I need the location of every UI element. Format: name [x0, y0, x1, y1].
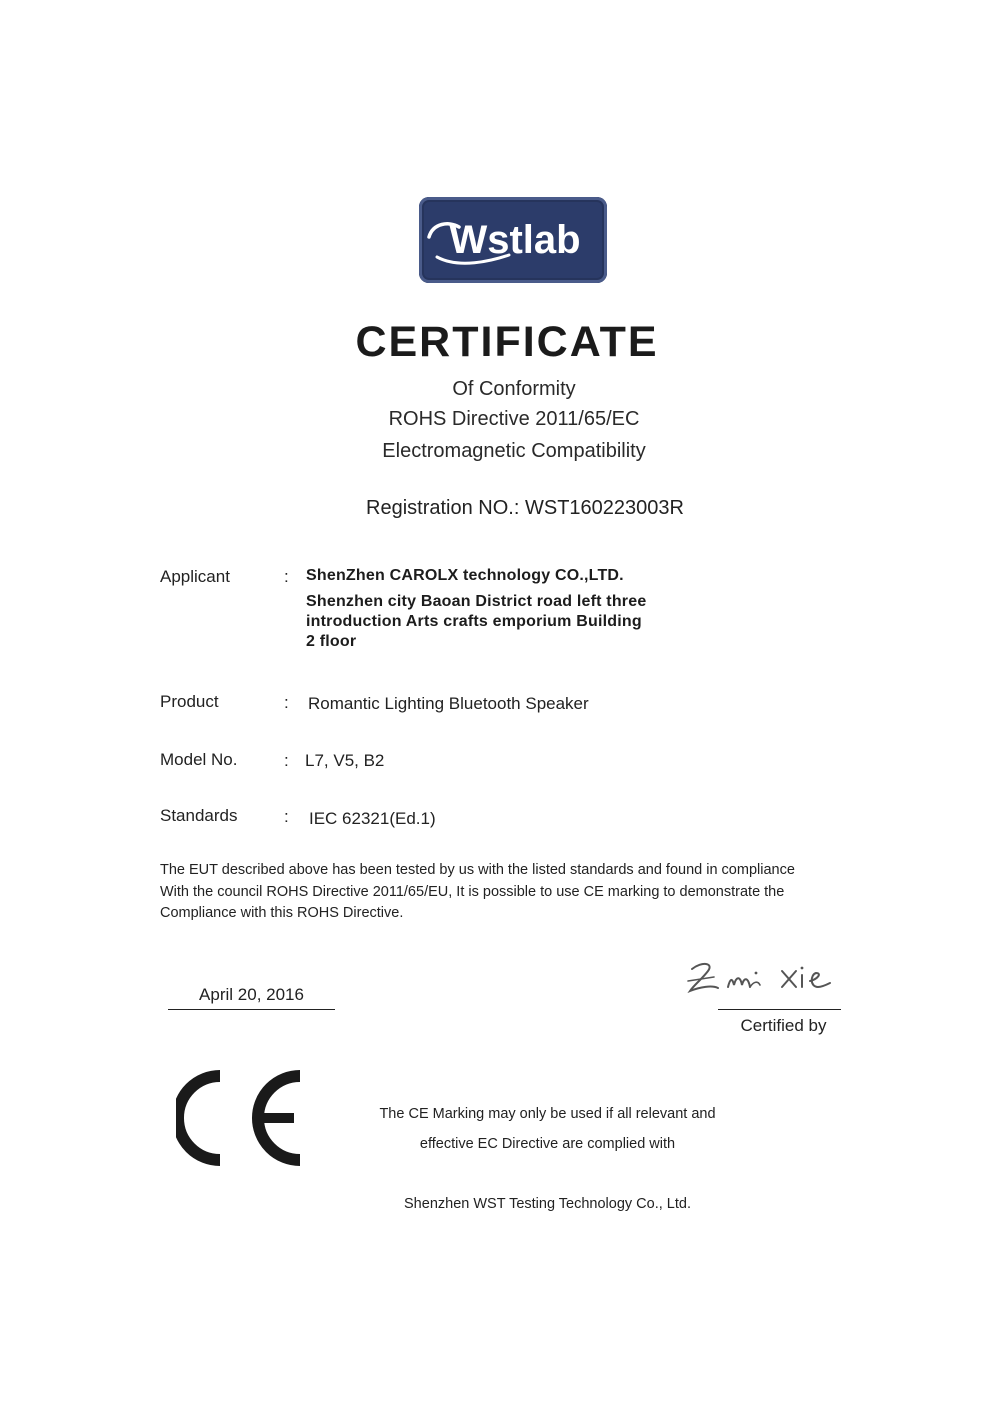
compliance-statement: [160, 860, 840, 925]
applicant-address-line-2: introduction Arts crafts emporium Building: [306, 613, 642, 630]
certificate-title: CERTIFICATE: [355, 318, 659, 366]
logo-text: Wstlab: [449, 218, 581, 262]
model-colon: :: [284, 751, 289, 770]
registration-number: Registration NO.: WST160223003R: [366, 497, 684, 519]
handwritten-signature: [684, 955, 844, 1010]
standards-value: IEC 62321(Ed.1): [309, 809, 436, 828]
statement-line-2: With the council ROHS Directive 2011/65/EU, It is possible to use CE marking to demonstrate the: [160, 883, 785, 900]
subtitle-of-conformity: Of Conformity: [452, 378, 576, 400]
ce-mark-logo: [176, 1070, 316, 1171]
model-value: L7, V5, B2: [305, 751, 385, 770]
product-value: Romantic Lighting Bluetooth Speaker: [308, 694, 589, 713]
applicant-address-line-1: Shenzhen city Baoan District road left three: [306, 593, 647, 610]
statement-line-3: Compliance with this ROHS Directive.: [160, 905, 404, 921]
standards-colon: :: [284, 807, 289, 826]
applicant-label: Applicant: [160, 567, 230, 586]
issuer-company: Shenzhen WST Testing Technology Co., Ltd.: [404, 1196, 691, 1212]
issue-date: April 20, 2016: [199, 985, 304, 1004]
applicant-colon: :: [284, 567, 289, 586]
ce-note-line-1: The CE Marking may only be used if all relevant and: [379, 1106, 716, 1122]
subtitle-emc: Electromagnetic Compatibility: [382, 440, 646, 462]
applicant-company: ShenZhen CAROLX technology CO.,LTD.: [306, 567, 624, 584]
wstlab-logo-graphic: [419, 197, 607, 283]
date-underline: [168, 1009, 335, 1010]
signature-underline: [718, 1009, 841, 1010]
statement-line-1: The EUT described above has been tested by us with the listed standards and found in compliance: [160, 862, 795, 878]
standards-label: Standards: [160, 806, 238, 825]
model-label: Model No.: [160, 750, 238, 769]
product-colon: :: [284, 693, 289, 712]
company-logo: [419, 197, 607, 283]
subtitle-rohs-directive: ROHS Directive 2011/65/EC: [388, 408, 640, 430]
ce-note-line-2: effective EC Directive are complied with: [419, 1136, 676, 1152]
certified-by-label: Certified by: [740, 1016, 827, 1035]
applicant-address-line-3: 2 floor: [306, 633, 357, 650]
product-label: Product: [160, 692, 219, 711]
